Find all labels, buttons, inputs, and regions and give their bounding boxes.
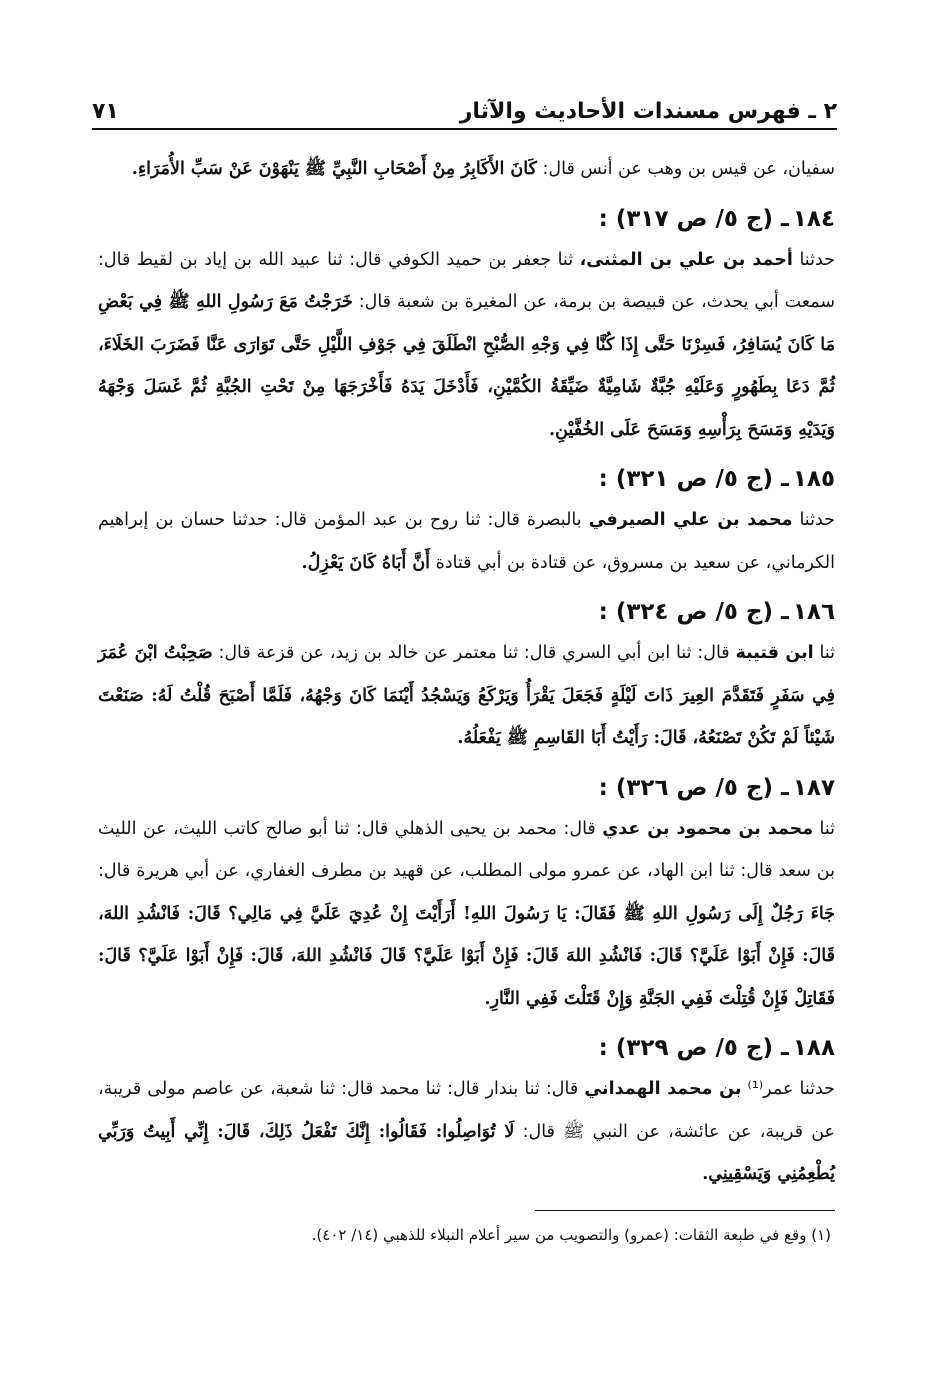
running-title: ٢ ـ فهرس مسندات الأحاديث والآثار (459, 99, 837, 124)
isnad-chain: قال: ثنا ابن أبي السري قال: ثنا معتمر عن خالد بن زيد، عن قزعة قال: (218, 643, 730, 663)
entry-number: ١٨٨ (792, 1035, 835, 1061)
entry-heading (98, 1028, 835, 1068)
entry-number: ١٨٧ (792, 774, 835, 801)
entry-number: ١٨٥ (792, 466, 835, 492)
narrator-name: ابن قتيبة (735, 643, 814, 663)
isnad-chain: قال: ثنا بندار قال: ثنا محمد قال: ثنا شعبة، عن عاصم مولى قريبة، عن قريبة، عن عائشة، عن النبي ﷺ قال: (98, 1079, 835, 1142)
entry-reference: ـ (ج ٥/ ص ٣٢٦) : (598, 774, 789, 801)
entry-reference: ـ (ج ٥/ ص ٣٢١) : (598, 466, 789, 492)
entry-text (98, 632, 835, 760)
page-header (92, 88, 837, 130)
intro-isnad: سفيان، عن قيس بن وهب عن أنس قال: (542, 159, 835, 179)
entry-text (98, 808, 835, 1021)
entry-text (98, 499, 835, 584)
isnad-lead: حدثنا (799, 249, 835, 270)
entry-number: ١٨٤ (792, 205, 835, 232)
narrator-name: بن محمد الهمداني (584, 1079, 742, 1099)
isnad-lead: ثنا (819, 818, 835, 839)
page-number: ٧١ (92, 99, 119, 124)
body-text (98, 148, 835, 1196)
isnad-lead: حدثنا عمر⁽¹⁾ (747, 1079, 835, 1099)
hadith-matn: أَنَّ أَبَاهُ كَانَ يَعْزِلُ. (301, 552, 431, 573)
footnote-divider (535, 1210, 835, 1211)
entry-reference: ـ (ج ٥/ ص ٣١٧) : (598, 205, 789, 232)
intro-paragraph (98, 148, 835, 191)
narrator-name: محمد بن محمود بن عدي (602, 818, 814, 839)
entry-heading (98, 459, 835, 499)
entry-text (98, 1068, 835, 1196)
isnad-chain: قال: محمد بن يحيى الذهلي قال: ثنا أبو صالح كاتب الليث، عن الليث بن سعد قال: ثنا ابن الهاد، عن عمرو مولى المطلب، عن قهيد بن مطرف الغفاري، عن أبي هريرة قال: (98, 818, 835, 881)
entry-number: ١٨٦ (792, 599, 835, 625)
narrator-name: أحمد بن علي بن المثنى، (579, 249, 793, 270)
intro-matn: كَانَ الأَكَابِرُ مِنْ أَصْحَابِ النَّبِيِّ ﷺ يَنْهَوْنَ عَنْ سَبِّ الأُمَرَاءِ. (131, 159, 537, 179)
hadith-matn: جَاءَ رَجُلٌ إِلَى رَسُولِ اللهِ ﷺ فَقَالَ: يَا رَسُولَ اللهِ! أَرَأَيْتَ إِنْ عُدِيَ عَلَيَّ فِي مَالِي؟ قَالَ: فَانْشُدِ اللهَ، قَالَ: فَإِنْ أَبَوْا عَلَيَّ؟ قَالَ: فَانْشُدِ اللهَ قَالَ: فَإِنْ أَبَوْا عَلَيَّ؟ قَالَ فَانْشُدِ اللهَ، قَالَ: فَإِنْ أَبَوْا عَلَيَّ؟ قَالَ: فَقَاتِلْ فَإِنْ قُتِلْتَ فَفِي الجَنَّةِ وَإِنْ قَتَلْتَ فَفِي النَّارِ. (98, 903, 835, 1009)
isnad-chain: بالبصرة قال: ثنا روح بن عبد المؤمن قال: حدثنا حسان بن إبراهيم الكرماني، عن سعيد بن مسروق، عن قتادة بن أبي قتادة (98, 510, 835, 573)
hadith-matn: صَحِبْتُ ابْنَ عُمَرَ فِي سَفَرٍ فَتَقَدَّمَ العِيرَ ذَاتَ لَيْلَةٍ فَجَعَلَ يَقْرَأُ وَيَرْكَعُ وَيَسْجُدُ أَيْنَمَا كَانَ وَجْهُهُ، فَلَمَّا أَصْبَحَ قُلْتُ لَهُ: صَنَعْتَ شَيْئاً لَمْ تَكُنْ تَصْنَعُهُ، قَالَ: رَأَيْتُ أَبَا القَاسِمِ ﷺ يَفْعَلُهُ. (98, 643, 835, 748)
footnote: (١) وقع في طبعة الثقات: (عمرو) والتصويب من سير أعلام النبلاء للذهبي (١٤/ ٤٠٢). (311, 1226, 831, 1244)
isnad-chain: ثنا جعفر بن حميد الكوفي قال: ثنا عبيد الله بن إياد بن لقيط قال: سمعت أبي يحدث، عن قبيصة بن برمة، عن المغيرة بن شعبة قال: (98, 249, 835, 312)
entry-reference: ـ (ج ٥/ ص ٣٢٩) : (598, 1035, 789, 1061)
narrator-name: محمد بن علي الصيرفي (588, 510, 793, 530)
entry-heading (98, 592, 835, 632)
entry-heading (98, 199, 835, 239)
entry-heading (98, 768, 835, 808)
hadith-matn: خَرَجْتُ مَعَ رَسُولِ اللهِ ﷺ فِي بَعْضِ مَا كَانَ يُسَافِرُ، فَسِرْنَا حَتَّى إِذَا كُنَّا فِي وَجْهِ الصُّبْحِ انْطَلَقَ فِي جَوْفِ اللَّيْلِ حَتَّى تَوَارَى عَنَّا فَضَرَبَ الخَلَاءَ، ثُمَّ دَعَا بِطَهُورٍ وَعَلَيْهِ جُبَّةٌ شَامِيَّةٌ ضَيِّقَةُ الكُمَّيْنِ، فَأَدْخَلَ يَدَهُ فَأَخْرَجَهَا مِنْ تَحْتِ الجُبَّةِ ثُمَّ غَسَلَ وَجْهَهُ وَيَدَيْهِ وَمَسَحَ بِرَأْسِهِ وَمَسَحَ عَلَى الخُفَّيْنِ. (98, 292, 835, 440)
isnad-lead: حدثنا (799, 510, 835, 530)
entry-reference: ـ (ج ٥/ ص ٣٢٤) : (598, 599, 789, 625)
hadith-matn: لَا تُوَاصِلُوا: فَقَالُوا: إِنَّكَ تَفْعَلُ ذَلِكَ، قَالَ: إِنِّي أَبِيتُ وَرَبِّي يُطْعِمُنِي وَيَسْقِينِي. (98, 1121, 835, 1184)
isnad-lead: ثنا (819, 643, 835, 663)
entry-text (98, 239, 835, 452)
